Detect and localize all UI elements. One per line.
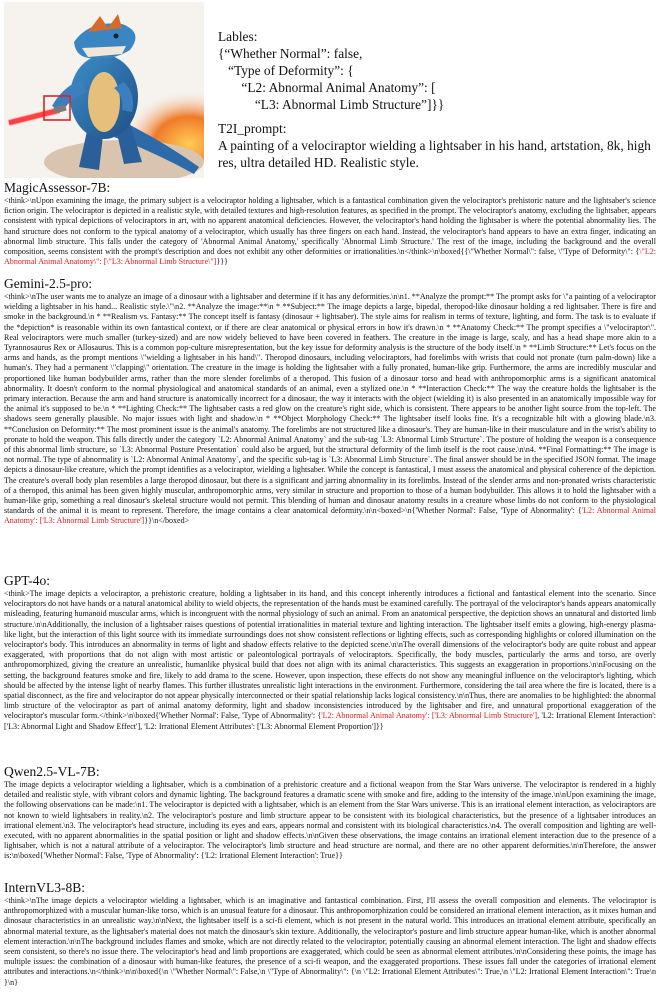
dinosaur-lightsaber-image <box>4 2 204 178</box>
model-section <box>4 880 656 988</box>
labels-line: {“Whether Normal”: false, <box>218 46 363 61</box>
model-response <box>4 196 656 267</box>
response-tail: }}\n</boxed> <box>144 516 190 526</box>
labels-line: “L2: Abnormal Animal Anatomy”: [ <box>218 80 436 95</box>
response-tail: , 'L2: Irrational Element Interaction': ['L3: Abnormal Light and Shadow Effect'], 'L2: Irrational Element Attributes': ['L3: Abnormal Element Proportion']}} <box>4 711 657 731</box>
response-text: The image depicts a velociraptor wielding a lightsaber, which is a combination of a prehistoric creature and a fictional weapon from the Star Wars universe. The velociraptor is rendered in a highly detailed and realistic style, with vibrant colors and dynamic lighting. The background features a dramatic scene with smoke and fire, adding to the intensity of the image.\n\nUpon examining the image, the following observations can be made:\n1. The velociraptor is depicted with a lightsaber, which is an element from the Star Wars universe. This is an irrational element interaction, as velociraptors are not known to wield lightsabers in reality.\n2. The velociraptor's posture and limb structure appear to be consistent with its biological characteristics, but the presence of a lightsaber introduces an irrational element.\n3. The velociraptor's head structure, including its eyes and ears, appears normal and consistent with its biological characteristics.\n4. The overall composition and lighting are well-executed, with no apparent abnormalities in the spatial position or light and shadow effects.\n\nGiven these observations, the image contains an irrational element interaction due to the presence of a lightsaber, which is not a natural attribute of a velociraptor. The velociraptor's limb structure and head structure are normal, and there are no other apparent deformities.\n\nTherefore, the answer is:\n\boxed{'Whether Normal': False, 'Type of Abnormality': {'L2: Irrational Element Interaction': True}} <box>4 780 656 861</box>
labels-block <box>218 28 654 113</box>
model-name: Qwen2.5-VL-7B: <box>4 764 100 779</box>
t2i-title: T2I_prompt: <box>218 121 287 136</box>
t2i-prompt-block <box>218 120 654 171</box>
response-highlight: 'L2: Abnormal Animal Anatomy': ['L3: Abnormal Limb Structure'] <box>321 711 538 721</box>
dinosaur-illustration <box>4 2 204 178</box>
model-response <box>4 780 656 862</box>
model-name: InternVL3-8B: <box>4 880 85 895</box>
response-text: <think>The image depicts a velociraptor, a prehistoric creature, holding a lightsaber in its hand, and this concept inherently introduces a fictional and fantastical element into the scenario. Since velociraptors do not have hands or a natural anatomical ability to wield objects, the representation of the hands must be examined carefully. The portrayal of the velociraptor's hands appears anatomically misleading, featuring humanoid muscular arms, which is incongruent with the normal physiology of such an animal. From an anatomical perspective, the depiction shows an unnatural and distorted limb structure.\n\nAdditionally, the inclusion of a lightsaber raises questions of potential irrationalities in material texture and lighting interaction. The lightsaber itself emits a glowing, high-energy plasma-like light, but the interaction of this light source with its immediate surroundings does not show consistent reflections or lighting effects, such as corresponding highlights or colored illumination on the velociraptor's body. This introduces an abnormality in terms of light and shadow effects relative to the depicted scene.\n\nThe overall dimensions of the velociraptor's body are quite robust and appear exaggerated, with proportions that do not align with most artistic or paleontological portrayals of velociraptors. Specifically, the body muscles, particularly the arms and torso, are overly anthropomorphized, giving the creature an unrealistic, humanlike physical build that does not align with its animal characteristics. This suggests an exaggeration in proportions.\n\nFocusing on the setting, the background features smoke and fire, likely to add drama to the scene. However, upon inspection, these effects do not show any meaningful influence on the velociraptor's lighting, which should be affected by the intense light of nearby flames. This further illustrates unrealistic light interactions in the environment. Furthermore, considering the tail area where the fire is located, there is a spatial disconnect, as the fire and velociraptor do not appear physically interconnected or their spatial relationship lacks logical consistency.\n\nThus, there are anomalies to be highlighted: the abnormal limb structure of the velociraptor as part of animal anatomy deformity, light and shadow inconsistencies introduced by the lightsaber and fire, and unnatural proportional exaggeration of the velociraptor's muscular form.</think>\n\boxed{'Whether Normal': False, 'Type of Abnormality': { <box>4 589 656 721</box>
t2i-text: A painting of a velociraptor wielding a lightsaber in his hand, artstation, 8k, high res, ultra detailed HD. Realistic style. <box>218 138 651 170</box>
model-response <box>4 896 656 988</box>
labels-title: Lables: <box>218 29 258 44</box>
model-section <box>4 276 656 527</box>
response-text: <think>\nThe image depicts a velociraptor wielding a lightsaber, which is an imaginative and fantastical combination. First, I'll assess the overall composition and elements. The velociraptor is anthropomorphized with a muscular human-like torso, which is an unusual feature for a dinosaur. This anthropomorphization could be considered an irrational element interaction, as it mixes human and dinosaur characteristics in an unrealistic way.\n\nNext, the lightsaber itself is a sci-fi element, which is not present in the natural world. This introduces an irrational element attribute, specifically an abnormal material texture, as the lightsaber's material does not match the dinosaur's skin texture. Additionally, the velociraptor's posture and limb structure appear human-like, which is another abnormal element interaction.\n\nThe background includes flames and smoke, which are not directly related to the velociraptor, potentially causing an abnormal element interaction. The light and shadow effects seem consistent, so there's no issue there. The velociraptor's head and limb proportions are exaggerated, which could be seen as abnormal element attributes.\n\nConsidering these points, the image has multiple issues: the combination of a dinosaur with human-like features, the presence of a sci-fi weapon, and the exaggerated proportions. These issues fall under the categories of irrational element attributes and interactions.\n</think>\n\n\boxed{\n \"Whether Normal\": False,\n \"Type of Abnormality\": {\n \"L2: Irrational Element Attributes\": True,\n \"L2: Irrational Element Interaction\": True\n }\n} <box>4 896 656 987</box>
model-section <box>4 180 656 267</box>
labels-line: “Type of Deformity”: { <box>218 63 354 78</box>
model-name: MagicAssessor-7B: <box>4 180 111 195</box>
model-response <box>4 292 656 527</box>
model-response <box>4 589 656 732</box>
model-section <box>4 764 656 862</box>
response-text: <think>\nThe user wants me to analyze an image of a dinosaur with a lightsaber and determine if it has any deformities.\n\n1. **Analyze the prompt:** The prompt asks for \"a painting of a velociraptor wielding a lightsaber in his hand... Realistic style.\"\n2. **Analyze the image:**\n * **Subject:** The image depicts a large, bipedal, theropod-like dinosaur holding a red lightsaber. There is fire and smoke in the background.\n * **Realism vs. Fantasy:** The concept itself is fantasy (dinosaur + lightsaber). The style aims for realism in terms of texture, lighting, and form. The task is to evaluate if the *depiction* is reasonable within its own fantastical context, or if there are clear anatomical or physical errors in how it's drawn.\n * **Anatomy Check:** The prompt specifies a \"velociraptor\". Real velociraptors were much smaller (turkey-sized) and are now widely believed to have been covered in feathers. The creature in the image is large, scaly, and has a head shape more akin to a Tyrannosaurus Rex or Allosaurus. This is a common pop-culture misrepresentation, but the key issue for deformity analysis is the structure of the body itself.\n * **Limb Structure:** Let's focus on the arms and hands, as the prompt mentions \"wielding a lightsaber in his hand\". Theropod dinosaurs, including velociraptors, had forelimbs with wrists that could not pronate (turn palm-down) like a human's. They had a permanent \"clapping\" orientation. The creature in the image is holding the lightsaber with a fully pronated, human-like grip. Furthermore, the arms are incredibly muscular and proportioned like human bodybuilder arms, rather than the more slender forelimbs of a theropod. This fusion of a dinosaur torso and head with anthropomorphic arms is a significant anatomical abnormality. It doesn't conform to the normal physiological and anatomical standards of an animal, even a stylized one.\n * **Interaction Check:** The way the creature holds the lightsaber is the primary interaction. Because the arm and hand structure is anatomically incorrect for a dinosaur, the way it interacts with the object (wielding it) is also presented in an anatomically impossible way for the animal it's supposed to be.\n * **Lighting Check:** The lightsaber casts a red glow on the creature's right side, which is consistent. There appears to be another light source from the top-left. The shadows seem generally plausible. No major issues with light and shadow.\n * **Object Morphology Check:** The lightsaber itself looks fine. It's a recognizable hilt with a glowing blade.\n3. **Conclusion on Deformity:** The most prominent issue is the animal's anatomy. The forelimbs are not structured like a dinosaur's. They are human-like in their musculature and in the wrist's ability to pronate to hold the weapon. This falls directly under the category `L2: Abnormal Animal Anatomy` and the sub-tag `L3: Abnormal Limb Structure`. The posture of holding the weapon is a consequence of this abnormal limb structure, so `L3: Abnormal Posture Presentation` could also be argued, but the structural deformity of the limb itself is the root cause.\n\n4. **Final Formatting:** The image is not normal. The type of abnormality is `L2: Abnormal Animal Anatomy`, and the specific sub-tag is `L3: Abnormal Limb Structure`. The final answer should be in the specified JSON format. The image depicts a dinosaur-like creature, which the prompt identifies as a velociraptor, wielding a lightsaber. While the concept is fantastical, I must assess the anatomical and physical coherence of the depiction. The creature's overall body plan resembles a large theropod dinosaur, but there is a significant and jarring abnormality in its forelimbs. Instead of the slender arms and non-pronated wrists characteristic of a theropod, this animal has been given highly muscular, anthropomorphic arms, very similar in structure and proportion to those of a human bodybuilder. This allows it to hold the lightsaber with a human-like grip, something a real dinosaur's skeletal structure would not permit. This blending of human and dinosaur anatomy results in a creature whose limbs do not conform to the physiological standards of the animal it is meant to represent. Therefore, the image contains a clear anatomical deformity.\n\n<boxed>\n{'Whether Normal': False, 'Type of Abnormality': { <box>4 292 656 516</box>
response-highlight: 'L2: Abnormal Animal Anatomy': ['L3: Abnormal Limb Structure'] <box>4 506 656 526</box>
header-panel <box>0 0 658 180</box>
model-name: Gemini-2.5-pro: <box>4 276 93 291</box>
response-highlight: \"L2: Abnormal Animal Anatomy\": [\"L3: Abnormal Limb Structure\"] <box>4 247 656 267</box>
labels-line: “L3: Abnormal Limb Structure”]}} <box>218 97 445 112</box>
response-text: <think>\nUpon examining the image, the primary subject is a velociraptor holding a lightsaber, which is a fantastical combination given the velociraptor's prehistoric nature and the lightsaber's science fiction origin. The velociraptor is depicted in a realistic style, with detailed textures and high-resolution features, as specified in the prompt. The velociraptor's anatomy, excluding the lightsaber, appears consistent with typical depictions of velociraptors in art, with no apparent anatomical deficiencies. However, the velociraptor's hand holding the lightsaber is where the potential abnormality lies. The hand structure does not conform to the typical anatomy of a velociraptor, which usually has three fingers on each hand. Instead, the velociraptor's hand appears to have an extra finger, indicating an abnormal limb structure. This falls under the category of 'Abnormal Animal Anatomy,' specifically 'Abnormal Limb Structure.' The rest of the image, including the background and the overall composition, seems consistent with the prompt's description and does not exhibit any other deformities or irrationalities.\n</think>\n\boxed{{\"Whether Normal\": false, \"Type of Deformity\": { <box>4 196 656 257</box>
response-tail: }}} <box>216 257 228 267</box>
model-name: GPT-4o: <box>4 573 51 588</box>
model-section <box>4 573 656 732</box>
